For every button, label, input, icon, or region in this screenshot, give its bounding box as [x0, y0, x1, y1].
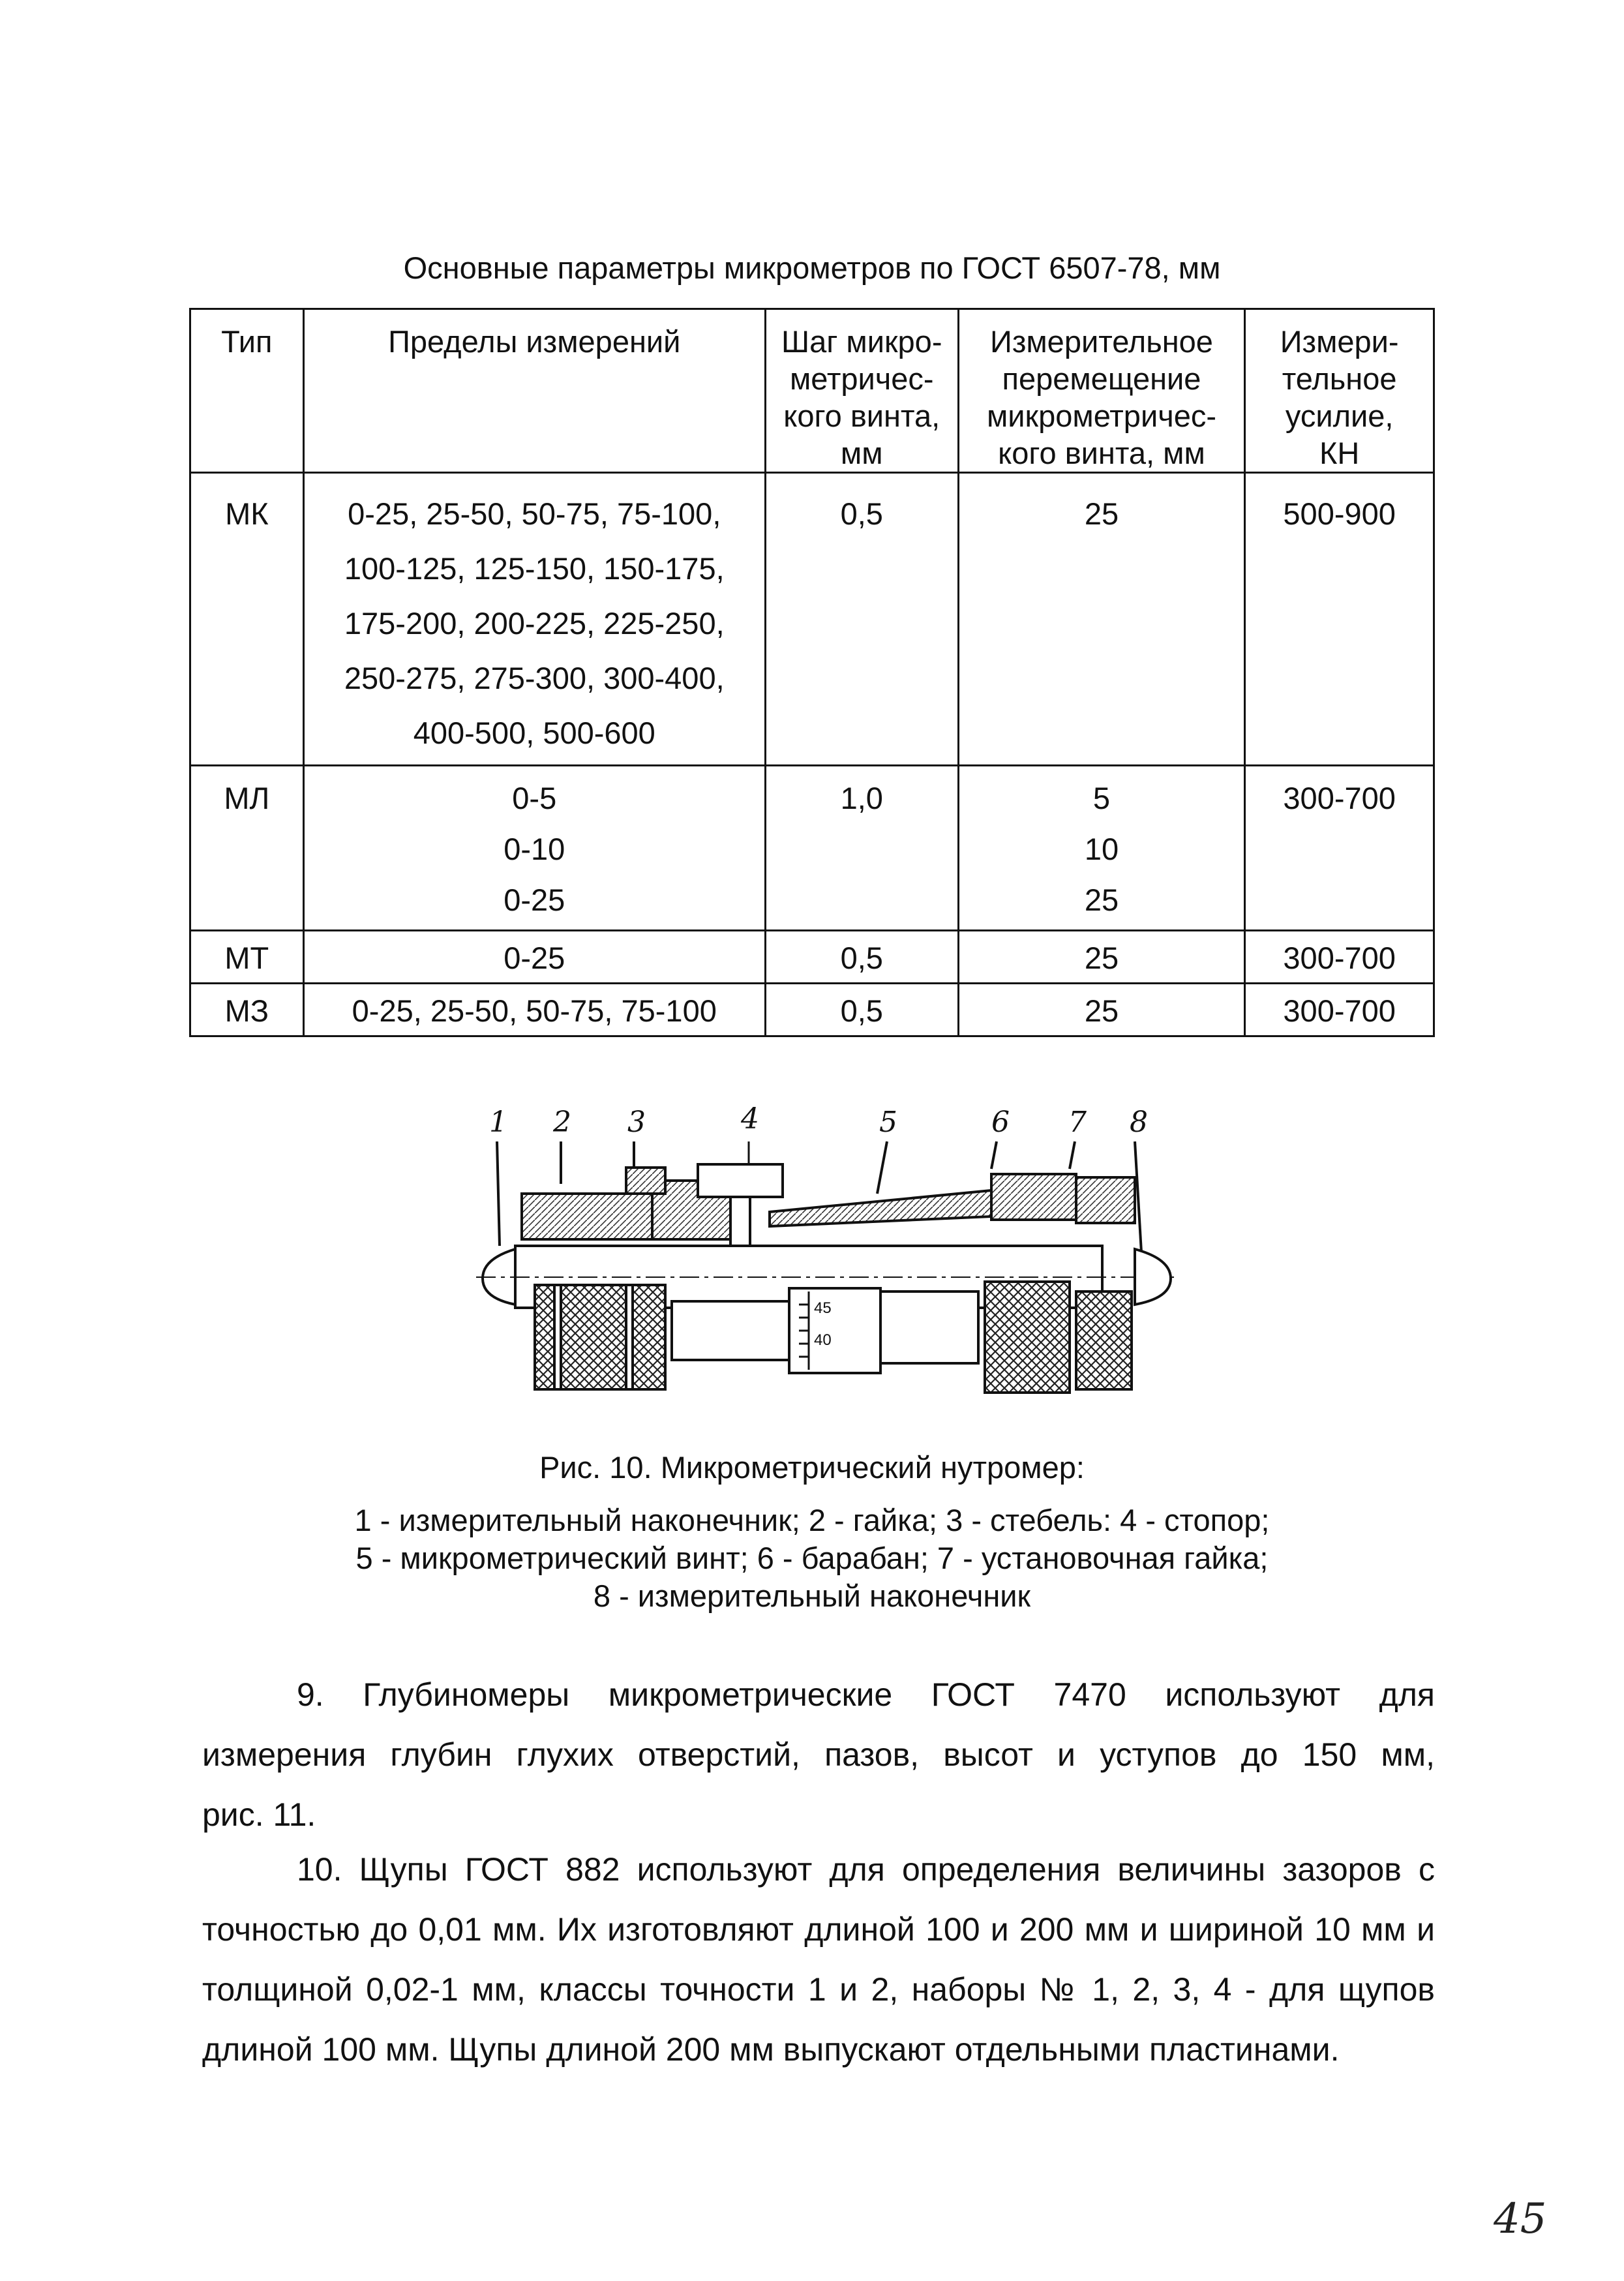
figure-caption: Рис. 10. Микрометрический нутромер: — [539, 1450, 1085, 1485]
cell-type: МК — [190, 473, 304, 766]
cell-type: МЗ — [190, 984, 304, 1036]
table-row — [190, 766, 1434, 931]
cell-force: 300-700 — [1245, 931, 1434, 984]
legend-line: 5 - микрометрический винт; 6 - барабан; 7 - установочная гайка; — [355, 1541, 1269, 1575]
callout-1: 1 — [489, 1106, 507, 1139]
cell-pitch: 0,5 — [765, 984, 958, 1036]
table-title: Основные параметры микрометров по ГОСТ 6507-78, мм — [403, 250, 1221, 285]
table-row — [190, 931, 1434, 984]
cell-force: 300-700 — [1245, 766, 1434, 931]
cell-force: 300-700 — [1245, 984, 1434, 1036]
scale-mark-40: 40 — [814, 1331, 832, 1349]
callout-6: 6 — [991, 1106, 1010, 1139]
parameters-table — [189, 308, 1435, 1037]
callout-5: 5 — [879, 1106, 897, 1139]
micrometer-drawing — [457, 1096, 1180, 1396]
header-type: Тип — [190, 309, 304, 473]
cell-range: 0-25, 25-50, 50-75, 75-100, 100-125, 125-150, 150-175, 175-200, 200-225, 225-250, 250-275, 275-300, 300-400, 400-500, 500-600 — [303, 473, 765, 766]
callout-8: 8 — [1130, 1106, 1148, 1139]
cell-pitch: 0,5 — [765, 931, 958, 984]
cell-range: 0-5 0-10 0-25 — [303, 766, 765, 931]
table-header-row — [190, 309, 1434, 473]
cell-range: 0-25 — [303, 931, 765, 984]
cell-travel: 5 10 25 — [958, 766, 1245, 931]
callout-3: 3 — [627, 1106, 646, 1139]
paragraph-9: 9. Глубиномеры микрометрические ГОСТ 7470 используют для измерения глубин глухих отверстий, пазов, высот и уступов до 150 мм, рис. 11. — [202, 1676, 1435, 1833]
callout-4: 4 — [741, 1102, 759, 1136]
cell-travel: 25 — [958, 931, 1245, 984]
cell-type: МЛ — [190, 766, 304, 931]
figure-legend — [0, 1502, 1624, 1615]
paragraph-10: 10. Щупы ГОСТ 882 используют для определения величины зазоров с точностью до 0,01 мм. Их изготовляют длиной 100 и 200 мм и шириной 10 мм и толщиной 0,02-1 мм, классы точности 1 и 2, наборы № 1, 2, 3, 4 - для щупов длиной 100 мм. Щупы длиной 200 мм выпускают отдельными пластинами. — [202, 1851, 1435, 2068]
header-travel: Измерительное перемещение микрометричес- кого винта, мм — [958, 309, 1245, 473]
page-number: 45 — [1494, 2195, 1547, 2243]
header-range: Пределы измерений — [303, 309, 765, 473]
callout-7: 7 — [1068, 1106, 1087, 1139]
callout-2: 2 — [553, 1106, 571, 1139]
cell-travel: 25 — [958, 984, 1245, 1036]
header-pitch: Шаг микро- метричес- кого винта, мм — [765, 309, 958, 473]
legend-line: 8 - измерительный наконечник — [593, 1579, 1031, 1613]
cell-type: МТ — [190, 931, 304, 984]
cell-range: 0-25, 25-50, 50-75, 75-100 — [303, 984, 765, 1036]
header-force: Измери- тельное усилие, КН — [1245, 309, 1434, 473]
table-row — [190, 984, 1434, 1036]
cell-force: 500-900 — [1245, 473, 1434, 766]
cell-travel: 25 — [958, 473, 1245, 766]
legend-line: 1 - измерительный наконечник; 2 - гайка; 3 - стебель: 4 - стопор; — [354, 1503, 1270, 1537]
scale-mark-45: 45 — [814, 1299, 832, 1317]
cell-pitch: 0,5 — [765, 473, 958, 766]
table-row — [190, 473, 1434, 766]
cell-pitch: 1,0 — [765, 766, 958, 931]
